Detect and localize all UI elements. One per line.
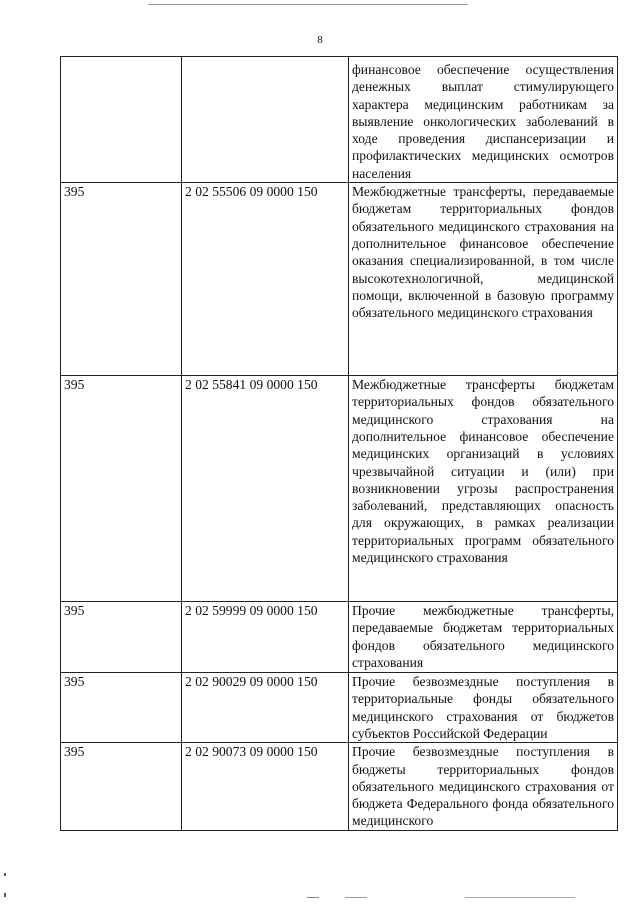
kbk-code-cell: 2 02 55841 09 0000 150 — [182, 376, 349, 602]
scan-speck — [465, 897, 575, 898]
description-cell: Межбюджетные трансферты бюджетам территориальных фондов обязательного медицинского страхования на дополнительное финансовое обеспечение медицинских организаций в условиях чрезвычайной ситуации и (или) при возникновении угрозы распространения заболеваний, представляющих опасность для окружающих, в рамках реализации территориальных программ обязательного медицинского страхования — [349, 376, 618, 602]
description-cell: Прочие безвозмездные поступления в территориальные фонды обязательного медицинского страхования от бюджетов субъектов Российской Федерации — [349, 673, 618, 743]
table-row — [61, 183, 618, 376]
admin-code-cell: 395 — [61, 183, 182, 376]
description-cell: Прочие межбюджетные трансферты, передаваемые бюджетам территориальных фондов обязательного медицинского страхования — [349, 602, 618, 673]
admin-code-cell — [61, 57, 182, 183]
scan-speck — [4, 893, 6, 897]
kbk-code-cell: 2 02 59999 09 0000 150 — [182, 602, 349, 673]
budget-codes-table — [60, 56, 618, 831]
scan-speck — [345, 897, 367, 898]
scan-speck — [307, 897, 319, 898]
kbk-code-cell — [182, 57, 349, 183]
admin-code-cell: 395 — [61, 743, 182, 830]
admin-code-cell: 395 — [61, 376, 182, 602]
kbk-code-cell: 2 02 90073 09 0000 150 — [182, 743, 349, 830]
scan-speck — [4, 873, 6, 876]
description-cell: Прочие безвозмездные поступления в бюджеты территориальных фондов обязательного медицинского страхования от бюджета Федерального фонда обязательного медицинского — [349, 743, 618, 830]
top-rule — [148, 4, 468, 5]
table-row — [61, 673, 618, 743]
description-cell: Межбюджетные трансферты, передаваемые бюджетам территориальных фондов обязательного медицинского страхования на дополнительное финансовое обеспечение оказания специализированной, в том числе высокотехнологичной, медицинской помощи, включенной в базовую программу обязательного медицинского страхования — [349, 183, 618, 376]
description-cell: финансовое обеспечение осуществления денежных выплат стимулирующего характера медицинским работникам за выявление онкологических заболеваний в ходе проведения диспансеризации и профилактических медицинских осмотров населения — [349, 57, 618, 183]
admin-code-cell: 395 — [61, 602, 182, 673]
table-row — [61, 602, 618, 673]
kbk-code-cell: 2 02 55506 09 0000 150 — [182, 183, 349, 376]
table-row — [61, 743, 618, 830]
table-row — [61, 376, 618, 602]
kbk-code-cell: 2 02 90029 09 0000 150 — [182, 673, 349, 743]
page-number: 8 — [317, 34, 323, 46]
table-row — [61, 57, 618, 183]
admin-code-cell: 395 — [61, 673, 182, 743]
